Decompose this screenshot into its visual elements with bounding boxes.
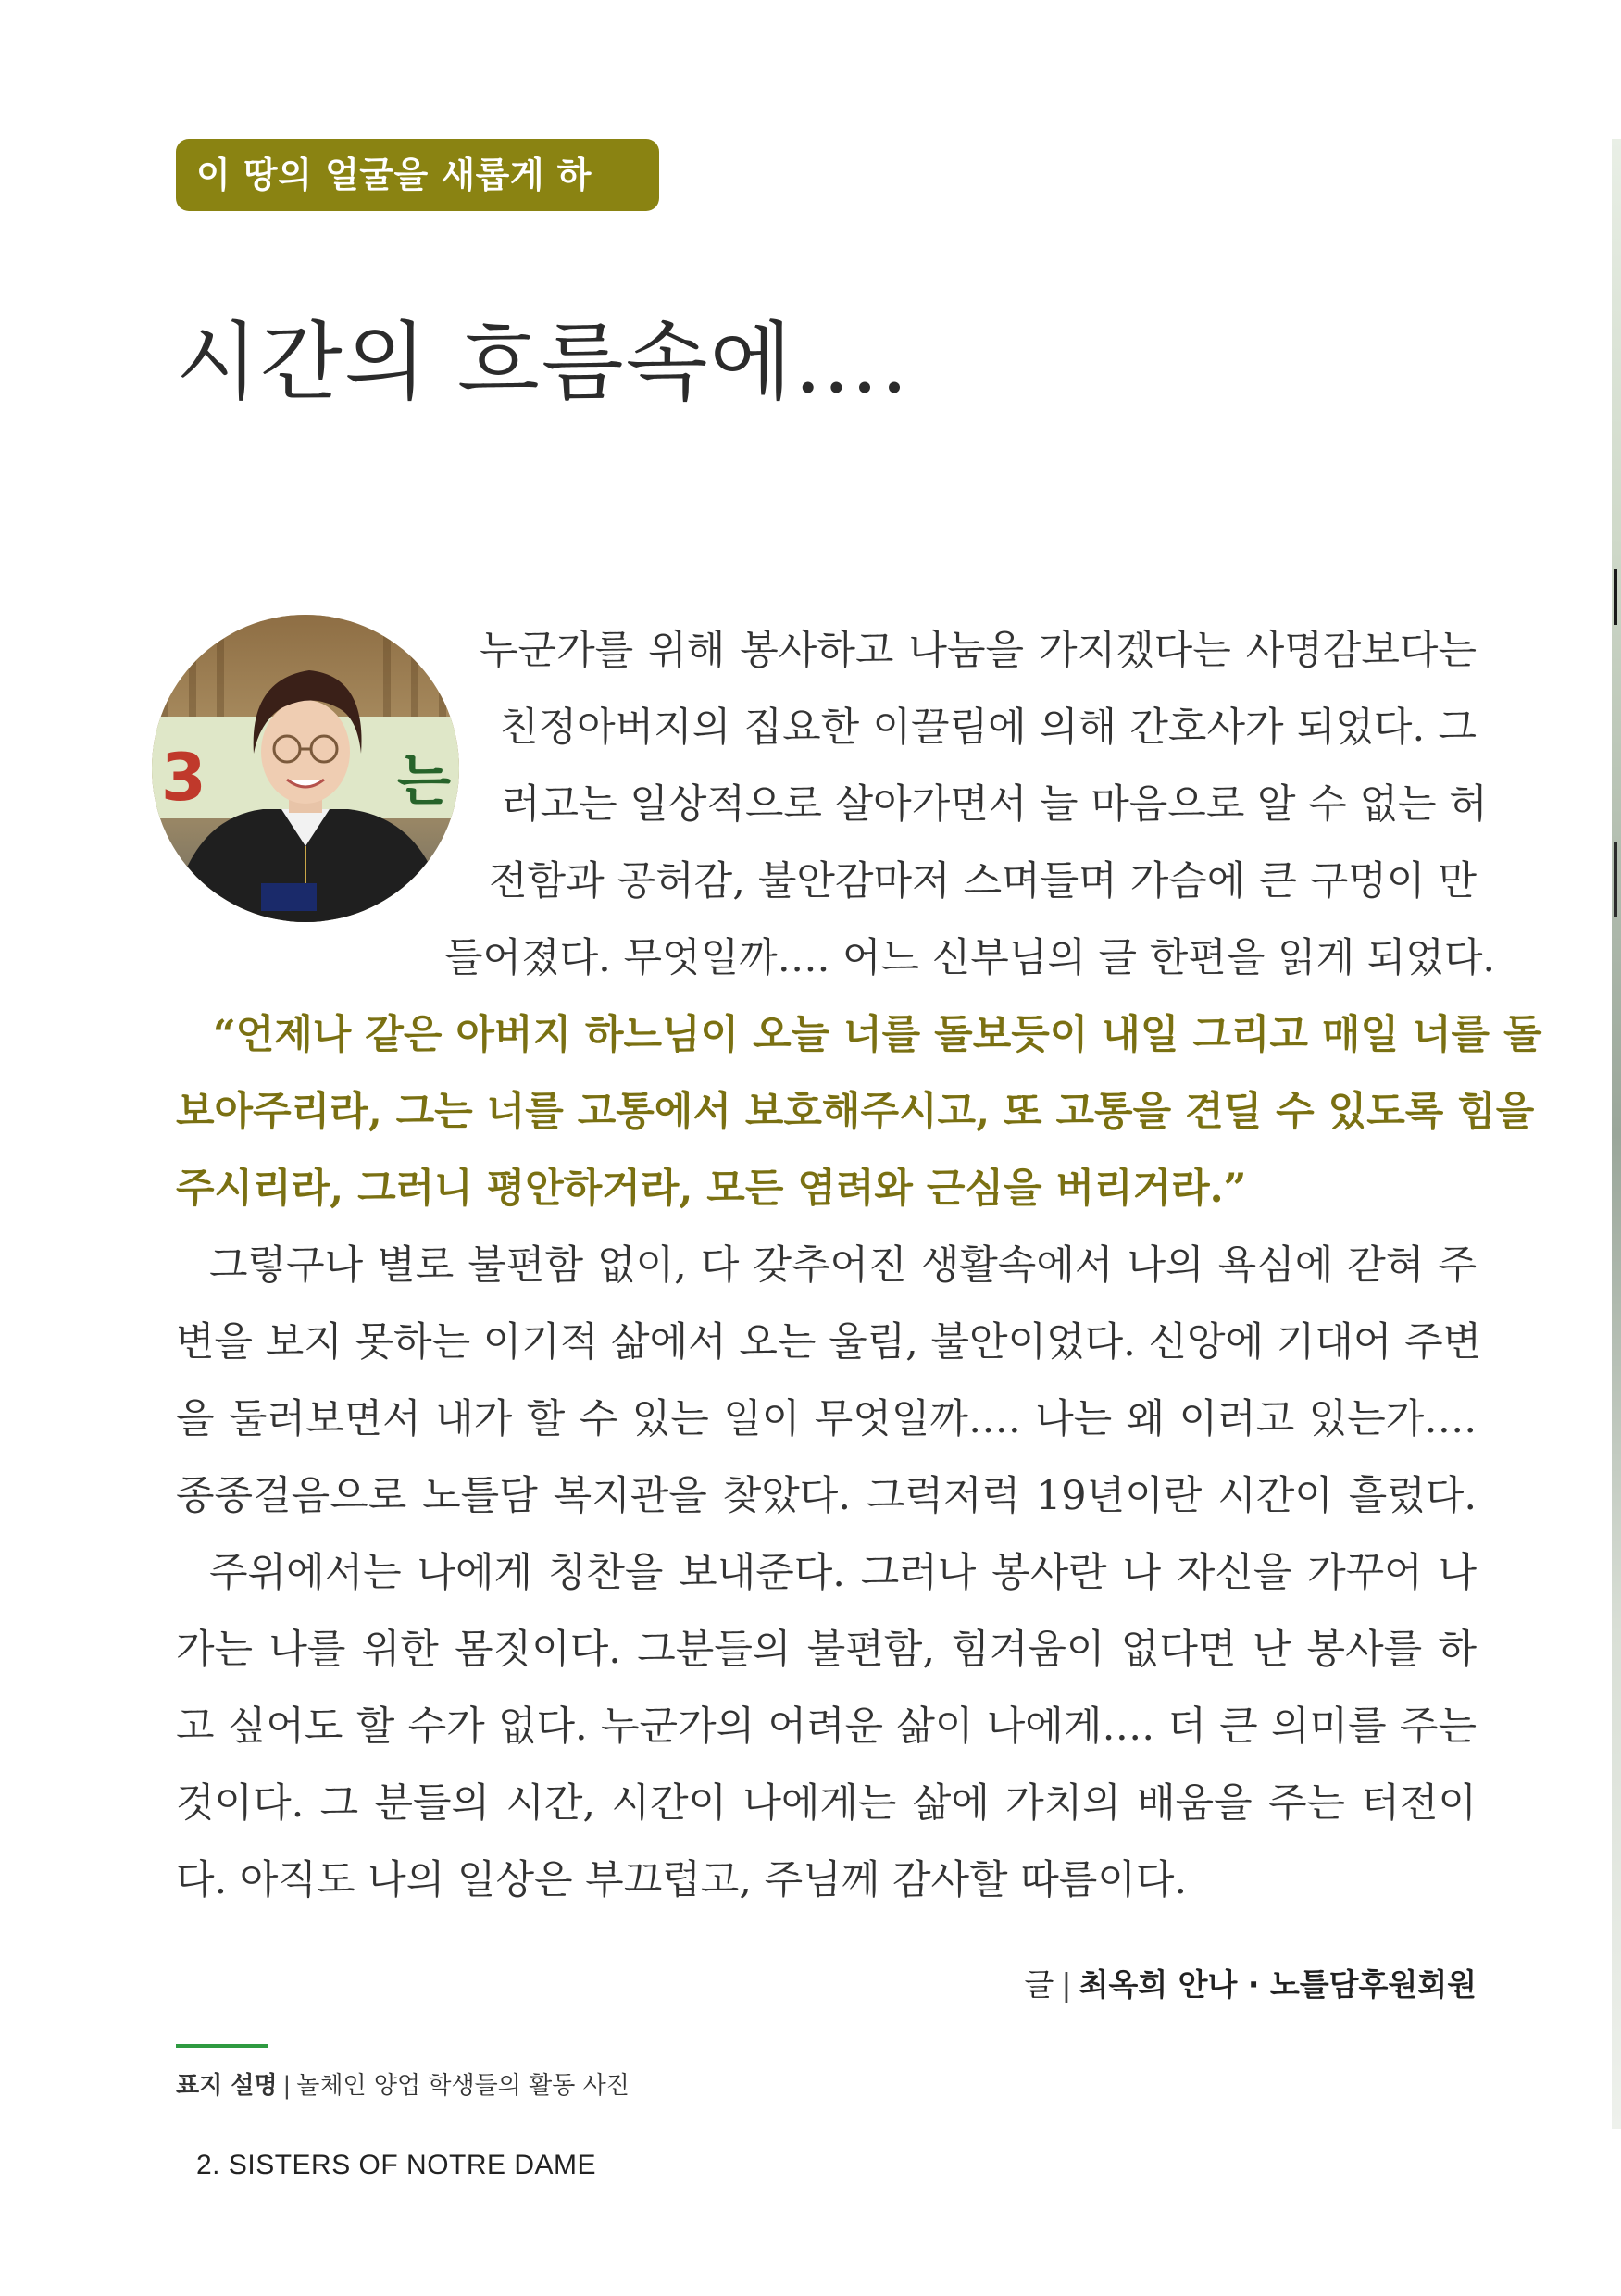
cover-caption [176,2066,630,2101]
caption-label: 표지 설명 [176,2072,278,2100]
text-line: 종종걸음으로 노틀담 복지관을 찾았다. 그럭저럭 19년이란 시간이 흘렀다. [176,1473,1477,1519]
byline-prefix: 글 [1024,1966,1054,2003]
edge-decoration [1612,139,1621,2129]
text-line: 누군가를 위해 봉사하고 나눔을 가지겠다는 사명감보다는 [480,628,1477,674]
quote-line: “언제나 같은 아버지 하느님이 오늘 너를 돌보듯이 내일 그리고 매일 너를 돌 [213,1012,1542,1058]
text-line: 러고는 일상적으로 살아가면서 늘 마음으로 알 수 없는 허 [502,781,1488,828]
svg-text:3: 3 [161,740,206,816]
text-line: 고 싶어도 할 수가 없다. 누군가의 어려운 삶이 나에게…. 더 큰 의미를 주는 [176,1703,1477,1750]
text-line: 다. 아직도 나의 일상은 부끄럽고, 주님께 감사할 따름이다. [176,1857,1188,1903]
section-tag: 이 땅의 얼굴을 새롭게 하며… [176,139,659,211]
paragraph-intro [176,613,1496,997]
page-footer: 2. SISTERS OF NOTRE DAME [196,2150,597,2180]
quote-line: 주시리라, 그러니 평안하거라, 모든 염려와 근심을 버리거라.” [176,1166,1247,1212]
byline [1024,1961,1477,2004]
text-line: 들어졌다. 무엇일까…. 어느 신부님의 글 한편을 읽게 되었다. [444,935,1496,981]
page-title: 시간의 흐름속에…. [176,313,910,412]
text-line: 그렇구나 별로 불편함 없이, 다 갖추어진 생활속에서 나의 욕심에 갇혀 주 [209,1242,1477,1289]
text-line: 주위에서는 나에게 칭찬을 보내준다. 그러나 봉사란 나 자신을 가꾸어 나 [209,1550,1477,1596]
edge-mark [1614,569,1617,625]
text-line: 가는 나를 위한 몸짓이다. 그분들의 불편함, 힘겨움이 없다면 난 봉사를 하 [176,1627,1477,1673]
text-line: 변을 보지 못하는 이기적 삶에서 오는 울림, 불안이었다. 신앙에 기대어 주변 [176,1319,1482,1366]
edge-mark [1614,842,1617,917]
byline-separator: | [1061,1966,1072,2003]
text-line: 전함과 공허감, 불안감마저 스며들며 가슴에 큰 구멍이 만 [489,858,1477,905]
quote-line: 보아주리라, 그는 너를 고통에서 보호해주시고, 또 고통을 견딜 수 있도록 힘을 [176,1089,1535,1135]
scripture-quote [176,997,1542,1228]
text-line: 을 둘러보면서 내가 할 수 있는 일이 무엇일까…. 나는 왜 이러고 있는가…. [176,1396,1477,1442]
paragraph-gratitude [176,1535,1477,1919]
caption-text: 놀체인 양업 학생들의 활동 사진 [296,2072,630,2100]
svg-text:는: 는 [397,749,451,814]
text-line: 것이다. 그 분들의 시간, 시간이 나에게는 삶에 가치의 배움을 주는 터전이 [176,1780,1477,1827]
caption-separator: | [282,2072,292,2100]
text-line: 친정아버지의 집요한 이끌림에 의해 간호사가 되었다. 그 [500,705,1477,751]
byline-name: 최옥희 안나 · 노틀담후원회원 [1079,1966,1477,2003]
paragraph-reflection [176,1228,1482,1535]
caption-rule [176,2044,268,2048]
